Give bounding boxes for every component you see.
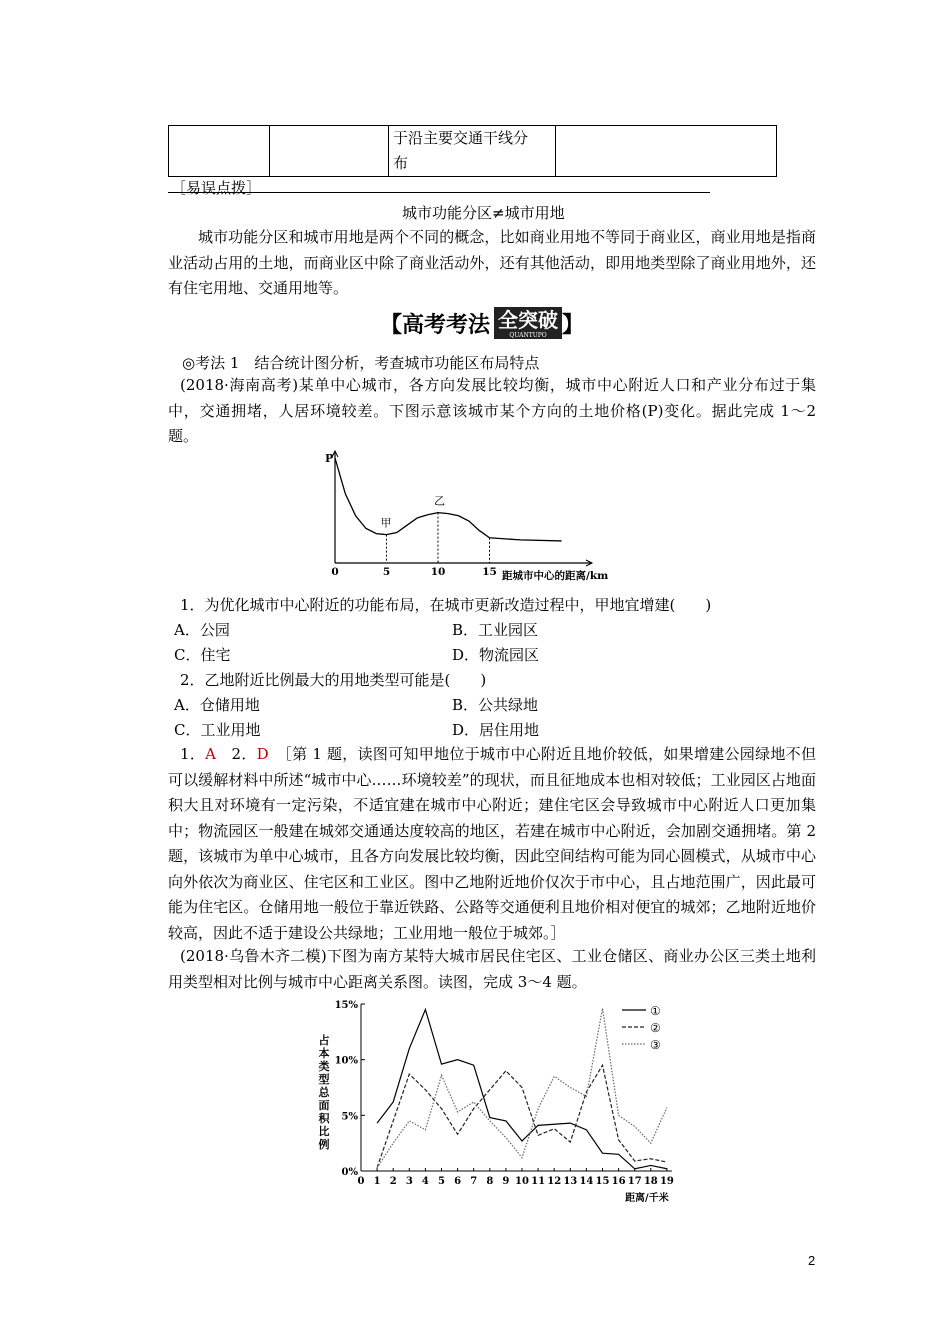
x-tick-label: 6 [454,1176,462,1187]
tip-label: ［易误点拨］ [171,179,262,197]
answer-1: A [205,745,216,763]
x-tick-label: 0 [331,566,339,578]
y-tick-label: 5% [341,1111,358,1123]
y-axis-label-char: 本 [318,1047,330,1060]
y-axis-label-char: 总 [318,1086,330,1099]
banner-box-sub: QUANTUPO [509,332,547,339]
banner-box-text: 全突破 [498,308,559,332]
x-tick-label: 10 [430,566,446,578]
x-tick-label: 9 [502,1176,510,1187]
x-tick-label: 12 [547,1176,562,1187]
x-axis-label: 距离/千米 [625,1193,669,1204]
x-tick-label: 3 [405,1176,413,1187]
y-axis-label: P [325,452,334,465]
question-1-option-d: D．物流园区 [452,646,540,664]
question-2-stem: 2．乙地附近比例最大的用地类型可能是( ) [180,671,487,689]
banner-title: 高考考法 [402,311,491,338]
question-1-option-a: A．公园 [174,621,230,639]
intro-question-1: (2018·海南高考)某单中心城市，各方向发展比较均衡，城市中心附近人口和产业分布过于集中，交通拥堵，人居环境较差。下图示意该城市某个方向的土地价格(P)变化。据此完成 1～2 题。 [168,376,816,445]
x-tick-label: 19 [659,1176,674,1187]
answer-2: D [256,745,269,763]
y-axis-label-char: 类 [318,1060,330,1073]
legend-label: ③ [650,1038,661,1052]
table-row [169,126,777,177]
answer-block [168,742,816,946]
table-cell [556,126,777,177]
page-number: 2 [808,1253,816,1268]
y-tick-label: 10% [334,1055,358,1067]
x-tick-label: 18 [643,1176,658,1187]
series-line [377,1008,667,1167]
x-tick-label: 15 [482,566,497,578]
table-cell [270,126,389,177]
continuation-table [168,125,777,177]
tip-text: 城市功能分区和城市用地是两个不同的概念，比如商业用地不等同于商业区，商业用地是指商业活动占用的土地，而商业区中除了商业活动外，还有其他活动，即用地类型除了商业用地外，还有住宅用地、交通用地等。 [168,228,816,297]
y-axis-label-char: 积 [318,1112,330,1125]
y-axis-label-char: 面 [318,1099,330,1112]
x-tick-label: 13 [563,1176,578,1187]
answer-1-label: 1． [180,745,206,763]
point-label: 甲 [380,516,392,530]
table-cell [389,126,556,177]
question-1-option-c: C．住宅 [174,646,231,664]
intro-question-3: (2018·乌鲁木齐二模)下图为南方某特大城市居民住宅区、工业仓储区、商业办公区三类土地利用类型相对比例与城市中心距离关系图。读图，完成 3～4 题。 [168,947,816,991]
x-tick-label: 7 [470,1176,478,1187]
y-tick-label: 15% [334,1000,358,1011]
x-tick-label: 17 [627,1176,642,1187]
legend-label: ① [650,1004,661,1018]
y-axis-label-char: 占 [318,1034,330,1047]
x-tick-label: 16 [611,1176,626,1187]
section-banner [380,308,584,338]
table-cell-text-2: 布 [393,154,409,172]
series-line [377,1065,667,1167]
series-line [377,1010,667,1169]
answer-2-label: 2． [231,745,257,763]
question-1-option-b: B．工业园区 [452,621,539,639]
banner-left-bracket: 【 [380,311,403,338]
land-price-chart [312,448,704,588]
y-axis-label-char: 例 [318,1138,330,1151]
table-cell [169,126,270,177]
y-axis-label-char: 型 [318,1073,330,1086]
answer-explanation: ［第 1 题，读图可知甲地位于城市中心附近且地价较低，如果增建公园绿地不但可以缓解材料中所述“城市中心……环境较差”的现状，而且征地成本也相对较低；工业园区占地面积大且对环境有一定污染，不适宜建在城市中心附近；建住宅区会导致城市中心附近人口更加集中；物流园区一般建在城郊交通通达度较高的地区，若建在城市中心附近，会加剧交通拥堵。第 2 题，该城市为单中心城市，且各方向发展比较均衡，因此空间结构可能为同心圆模式，从城市中心向外依次为商业区、住宅区和工业区。图中乙地附近地价仅次于市中心，且占地范围广，因此最可能为住宅区。仓储用地一般位于靠近铁路、公路等交通便利且地价相对便宜的城郊；乙地附近地价较高，因此不适于建设公共绿地；工业用地一般位于城郊。］ [168,745,816,942]
x-tick-label: 2 [389,1176,397,1187]
method-heading: ◎考法 1 结合统计图分析，考查城市功能区布局特点 [182,354,540,372]
x-tick-label: 0 [357,1176,365,1187]
point-label: 乙 [434,494,445,508]
legend-label: ② [650,1021,661,1035]
banner-box [494,307,562,339]
question-2-option-b: B．公共绿地 [452,696,539,714]
y-tick-label: 0% [341,1167,358,1178]
question-2-option-d: D．居住用地 [452,721,540,739]
question-1-stem: 1．为优化城市中心附近的功能布局，在城市更新改造过程中，甲地宜增建( ) [180,596,712,614]
x-tick-label: 5 [438,1176,445,1187]
y-axis-label-char: 比 [318,1125,330,1138]
question-2-option-a: A．仓储用地 [174,696,260,714]
table-cell-text-1: 于沿主要交通干线分 [393,129,529,147]
x-tick-label: 8 [486,1176,494,1187]
x-tick-label: 1 [373,1176,381,1187]
x-tick-label: 15 [595,1176,610,1187]
tip-title: 城市功能分区≠城市用地 [402,204,565,222]
x-tick-label: 14 [579,1176,594,1187]
x-tick-label: 5 [382,566,391,578]
question-2-option-c: C．工业用地 [174,721,261,739]
banner-right-bracket: 】 [562,311,585,338]
price-line [335,458,562,541]
x-tick-label: 4 [421,1176,429,1187]
tip-underline [168,192,710,193]
x-axis-label: 距城市中心的距离/km [502,570,609,582]
x-tick-label: 10 [515,1176,529,1187]
land-use-ratio-chart [306,994,706,1212]
x-tick-label: 11 [531,1176,546,1187]
